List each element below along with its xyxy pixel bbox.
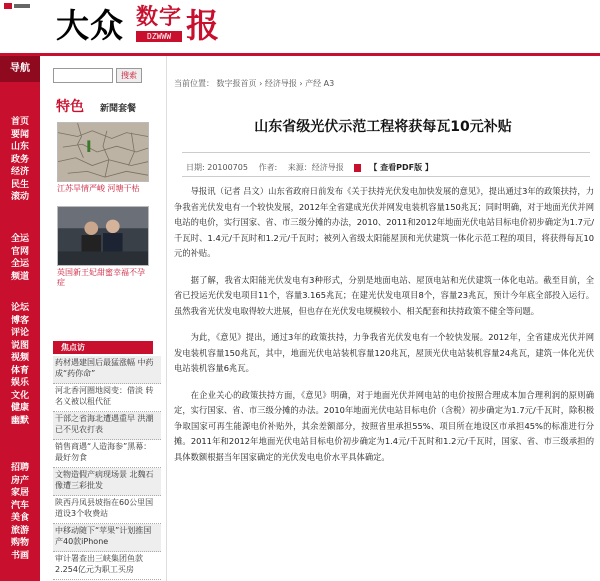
hot-topics-header: 焦点访 (53, 341, 153, 354)
nav-item[interactable]: 说图 (10, 340, 29, 351)
hot-topic-item[interactable]: 中移动随下“苹果”计划推国产40款iPhone (53, 524, 161, 552)
title-divider (182, 152, 590, 153)
article-paragraph: 导报讯（记者 吕文）山东省政府日前发布《关于扶持光伏发电加快发展的意见》，提出通过3年的政策扶持，力争我省光伏发电有一个较快发展，2012年全省建成光伏并网发电装机容量150兆瓦；同时明确，对于地面光伏并网电站的电价，实行国家、省、市三级分摊的办法，2010、2011和2012年地面光伏电站目标电价初步确定为1.7元/千瓦时、1.4元/千瓦时和1.2元/千瓦时；被列入省级太阳能屋顶和光伏建筑一体化示范工程的项目，将获得每瓦10元的补贴。 (174, 186, 594, 258)
article-body (174, 184, 594, 476)
nav-item[interactable]: 购物 (10, 538, 29, 548)
article-meta (186, 162, 586, 173)
nav-item[interactable]: 要闻 (10, 129, 29, 140)
nav-item[interactable]: 房产 (10, 475, 29, 486)
hot-topic-item[interactable]: 销售商遇“人造海参”黑幕：最好勿食 (53, 440, 161, 468)
hot-topic-item[interactable]: 文物造假产病现场景 北魏石像遭三彩批发 (53, 468, 161, 496)
nav-group-quanyun (0, 233, 40, 283)
nav-item[interactable]: 全运 (10, 259, 29, 269)
hot-topic-item[interactable]: 药材遇建国后最猛涨幅 中药成“药你命” (53, 356, 161, 384)
nav-item[interactable]: 全运 (10, 234, 29, 244)
nav-group-community (0, 302, 40, 427)
pdf-icon (354, 164, 361, 172)
view-pdf-link[interactable]: 【 查看PDF版 】 (369, 163, 433, 172)
dazhong-logo-mark (4, 2, 30, 10)
article-paragraph: 为此，《意见》提出，通过3年的政策扶持，力争我省光伏发电有一个较快发展。2012年，全省建成光伏并网发电装机容量150兆瓦，其中，地面光伏电站装机容量120兆瓦，屋顶光伏电站装机容量24兆瓦，建筑一体化光伏电站装机容量6兆瓦。 (174, 332, 594, 373)
thumb-caption-2[interactable]: 英国新王妃甜蜜幸福不孕症 (57, 268, 145, 287)
article-author: 作者: (258, 163, 278, 172)
logo-domain-badge: DZWWW (136, 31, 182, 42)
breadcrumb[interactable]: 当前位置： 数字报首页 › 经济导报 › 产经 A3 (174, 79, 335, 88)
nav-item[interactable]: 视频 (10, 353, 29, 363)
search-button[interactable]: 搜索 (116, 68, 142, 83)
nav-item[interactable]: 文化 (10, 390, 29, 401)
nav-item[interactable]: 书画 (10, 550, 29, 561)
royal-couple-photo[interactable] (57, 206, 149, 266)
hot-topic-item[interactable]: 河北香河圈地阅变：借淡 转名义被以租代征 (53, 384, 161, 412)
nav-item[interactable]: 幽默 (10, 415, 29, 426)
thumb-caption-1[interactable]: 江苏旱情严峻 河塘干枯 (57, 184, 140, 193)
nav-item[interactable]: 家居 (10, 488, 29, 498)
nav-item[interactable]: 论坛 (10, 303, 29, 313)
search-input[interactable] (53, 68, 113, 83)
nav-item[interactable]: 健康 (10, 403, 29, 413)
masthead (0, 0, 600, 55)
nav-item[interactable]: 评论 (10, 328, 29, 338)
left-nav-column (0, 56, 40, 581)
article-date: 日期: 20100705 (186, 163, 248, 172)
nav-item[interactable]: 滚动 (10, 192, 29, 202)
nav-item[interactable]: 体育 (10, 365, 29, 376)
hot-topic-item[interactable]: 干部之省海北遭遇重早 洪潮已不见农打表 (53, 412, 161, 440)
nav-item[interactable]: 首页 (10, 117, 29, 127)
article-paragraph: 在企业关心的政策扶持方面，《意见》明确，对于地面光伏并网电站的电价按照合理成本加合理利润的原则确定，实行国家、省、市三级分摊的办法。2010年地面光伏电站目标电价（含税）初步确定为1.7元/千瓦时，除积极争取国家可再生能源电价补贴外，其余差额部分，按照省里承担55%、项目所在地设区市承担45%的标准进行分摊。2011年和2012年地面光伏电站目标电价初步确定为1.4元/千瓦时和1.2元/千瓦时，国家、省、市三级承担的具体数额根据当年国家确定的光伏发电电价水平具体确定。 (174, 389, 594, 462)
nav-item[interactable]: 官网 (10, 246, 29, 257)
nav-item[interactable]: 山东 (10, 142, 29, 152)
nav-item[interactable]: 美食 (10, 513, 29, 523)
hot-topic-item[interactable]: 陕西丹凤县坡指在60公里国道设3个收费站 (53, 496, 161, 524)
hot-topic-item[interactable]: 审计署查出三峡集团鱼款2.254亿元为职工买房 (53, 552, 161, 580)
article-panel (166, 56, 600, 581)
nav-item[interactable]: 招聘 (10, 463, 29, 473)
logo-digital: 数字 (136, 5, 183, 30)
logo-dazhong[interactable]: 大众 (56, 6, 124, 45)
nav-item[interactable]: 博客 (10, 315, 29, 326)
side-panel (44, 56, 162, 581)
nav-group-news (0, 116, 40, 204)
tese-brand: 特色 (56, 99, 84, 115)
meta-divider (182, 176, 590, 177)
nav-item[interactable]: 政务 (10, 154, 29, 165)
article-source: 来源：经济导报 (287, 163, 344, 172)
logo-bao: 报 (186, 6, 219, 45)
tese-subtitle: 新聞套餐 (100, 104, 137, 114)
article-paragraph: 据了解，我省太阳能光伏发电有3种形式，分别是地面电站、屋顶电站和光伏建筑一体化电站。截至目前，全省已投运光伏发电项目11个，容量3.165兆瓦；在建光伏发电项目8个，容量23兆瓦，预计今年底全部投入运行。虽然我省光伏发电取得较大进展，但也存在光伏发电规模较小、相关配套和扶持政策不健全等问题。 (174, 274, 594, 316)
nav-item[interactable]: 汽车 (10, 500, 29, 511)
nav-item[interactable]: 旅游 (10, 525, 29, 536)
nav-group-services (0, 462, 40, 562)
article-title: 山东省级光伏示范工程将获每瓦10元补贴 (254, 119, 512, 135)
nav-title: 导航 (0, 56, 40, 82)
nav-item[interactable]: 频道 (10, 271, 29, 282)
hot-topics-list (53, 356, 161, 580)
nav-item[interactable]: 经济 (10, 167, 29, 177)
nav-item[interactable]: 民生 (10, 179, 29, 190)
nav-item[interactable]: 娱乐 (10, 378, 29, 388)
drought-photo[interactable] (57, 122, 149, 182)
